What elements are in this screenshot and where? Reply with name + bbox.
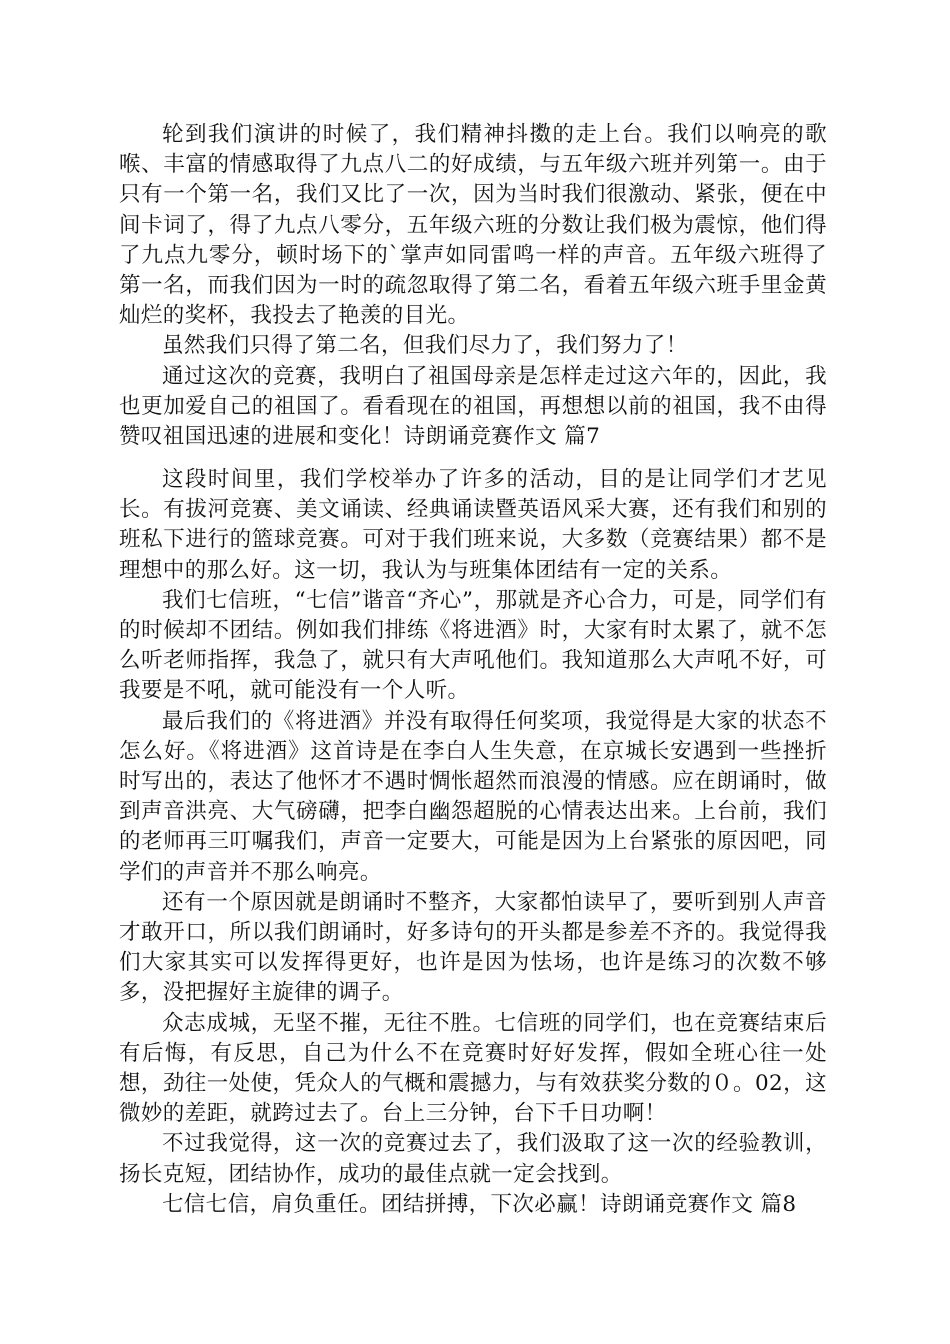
essay-section-2 [119,465,827,1220]
paragraph: 轮到我们演讲的时候了，我们精神抖擞的走上台。我们以响亮的歌喉、丰富的情感取得了九点八二的好成绩，与五年级六班并列第一。由于只有一个第一名，我们又比了一次，因为当时我们很激动、紧张，便在中间卡词了，得了九点八零分，五年级六班的分数让我们极为震惊，他们得了九点九零分，顿时场下的`掌声如同雷鸣一样的声音。五年级六班得了第一名，而我们因为一时的疏忽取得了第二名，看着五年级六班手里金黄灿烂的奖杯，我投去了艳羡的目光。 [119,122,827,329]
paragraph: 最后我们的《将进酒》并没有取得任何奖项，我觉得是大家的状态不怎么好。《将进酒》这首诗是在李白人生失意，在京城长安遇到一些挫折时写出的，表达了他怀才不遇时惆怅超然而浪漫的情感。应在朗诵时，做到声音洪亮、大气磅礴，把李白幽怨超脱的心情表达出来。上台前，我们的老师再三叮嘱我们，声音一定要大，可能是因为上台紧张的原因吧，同学们的声音并不那么响亮。 [119,708,827,885]
paragraph: 不过我觉得，这一次的竞赛过去了，我们汲取了这一次的经验教训，扬长克短，团结协作，成功的最佳点就一定会找到。 [119,1131,827,1187]
paragraph: 众志成城，无坚不摧，无往不胜。七信班的同学们，也在竞赛结束后有后悔，有反思，自己为什么不在竞赛时好好发挥，假如全班心往一处想，劲往一处使，凭众人的气概和震撼力，与有效获奖分数的０。02，这微妙的差距，就跨过去了。台上三分钟，台下千日功啊！ [119,1010,827,1127]
paragraph: 这段时间里，我们学校举办了许多的活动，目的是让同学们才艺见长。有拔河竞赛、美文诵读、经典诵读暨英语风采大赛，还有我们和别的班私下进行的篮球竞赛。可对于我们班来说，大多数（竞赛结果）都不是理想中的那么好。这一切，我认为与班集体团结有一定的关系。 [119,467,827,583]
paragraph: 虽然我们只得了第二名，但我们尽力了，我们努力了！ [162,333,688,359]
essay-section-1 [119,120,827,452]
paragraph: 我们七信班，“七信”谐音“齐心”，那就是齐心合力，可是，同学们有的时候却不团结。例如我们排练《将进酒》时，大家有时太累了，就不怎么听老师指挥，我急了，就只有大声吼他们。我知道那么大声吼不好，可我要是不吼，就可能没有一个人听。 [119,587,827,704]
paragraph: 还有一个原因就是朗诵时不整齐，大家都怕读早了，要听到别人声音才敢开口，所以我们朗诵时，好多诗句的开头都是参差不齐的。我觉得我们大家其实可以发挥得更好，也许是因为怯场，也许是练习的次数不够多，没把握好主旋律的调子。 [119,889,827,1006]
paragraph: 通过这次的竞赛，我明白了祖国母亲是怎样走过这六年的，因此，我也更加爱自己的祖国了。看看现在的祖国，再想想以前的祖国，我不由得赞叹祖国迅速的进展和变化！诗朗诵竞赛作文 篇7 [119,363,827,450]
paragraph: 七信七信，肩负重任。团结拼搏，下次必赢！诗朗诵竞赛作文 篇8 [162,1191,797,1217]
